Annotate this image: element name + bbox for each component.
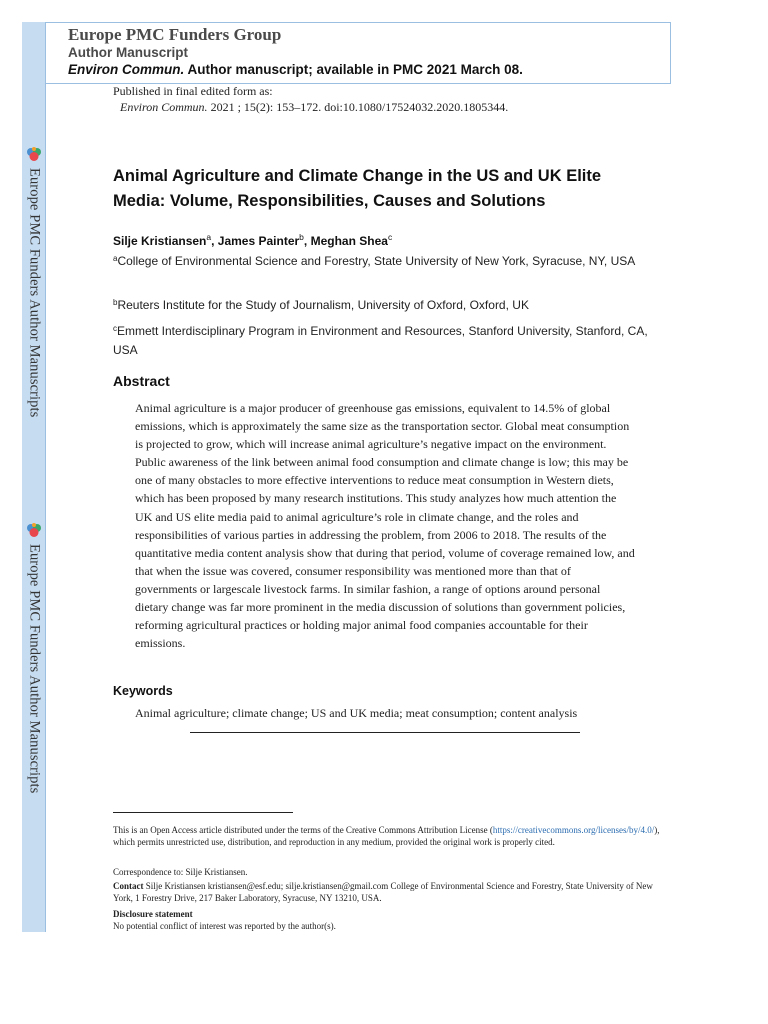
availability-text: Author manuscript; available in PMC 2021 March 08. <box>184 62 523 77</box>
author-list: Silje Kristiansen$^a$, James Painter$^b$, Meghan Shea$^c$ <box>113 232 393 248</box>
author-name: James Painter <box>217 234 300 248</box>
europe-pmc-logo-icon <box>26 146 42 162</box>
footnote-divider <box>113 812 293 813</box>
keywords-heading: Keywords <box>113 684 173 698</box>
availability-line <box>68 62 523 77</box>
article-title: Animal Agriculture and Climate Change in the US and UK Elite Media: Volume, Responsibilities, Causes and Solutions <box>113 167 602 210</box>
europe-pmc-logo-icon <box>26 522 42 538</box>
affiliation: $^b$Reuters Institute for the Study of Journalism, University of Oxford, Oxford, UK <box>113 298 529 312</box>
license-footnote: This is an Open Access article distributed under the terms of the Creative Commons Attribution License (https://creativecommons.org/licenses/by/4.0/), which permits unrestricted use, distribution, and reproduction in any medium, provided the original work is properly cited. <box>113 825 660 848</box>
citation-text: 2021 ; 15(2): 153–172. doi:10.1080/17524032.2020.1805344. <box>207 100 509 114</box>
abstract-heading: Abstract <box>113 373 170 389</box>
contact-label: Contact <box>113 881 144 891</box>
published-journal: Environ Commun. <box>120 100 208 114</box>
contact-note: Contact Silje Kristiansen kristiansen@esf.edu; silje.kristiansen@gmail.com College of Environmental Science and Forestry, State University of New York, 1 Forestry Drive, 217 Baker Laboratory, Syracuse, NY 13210, USA. <box>113 881 653 904</box>
license-link[interactable]: https://creativecommons.org/licenses/by/4.0/ <box>492 825 655 835</box>
author-affil-marker: b <box>299 232 304 242</box>
affiliation: $^c$Emmett Interdisciplinary Program in Environment and Resources, Stanford University, Stanford, CA, USA <box>113 324 648 357</box>
author-affil-marker: c <box>387 232 393 242</box>
disclosure-heading: Disclosure statement <box>113 909 193 919</box>
keywords-text: Animal agriculture; climate change; US and UK media; meat consumption; content analysis <box>135 706 578 720</box>
section-divider <box>190 732 580 733</box>
sidebar-block-top <box>22 146 46 417</box>
manuscript-header <box>46 22 671 84</box>
correspondence-note: Correspondence to: Silje Kristiansen. <box>113 867 248 877</box>
journal-abbrev: Environ Commun. <box>68 62 185 77</box>
author-manuscript-label: Author Manuscript <box>68 45 188 60</box>
published-label: Published in final edited form as: <box>113 84 273 98</box>
author-name: Meghan Shea <box>310 234 388 248</box>
affiliation: $^a$College of Environmental Science and Forestry, State University of New York, Syracuse, NY, USA <box>113 254 636 268</box>
disclosure-text: No potential conflict of interest was reported by the author(s). <box>113 921 336 931</box>
sidebar-label: Europe PMC Funders Author Manuscripts <box>26 544 43 794</box>
published-citation <box>120 100 508 115</box>
author-name: Silje Kristiansen <box>113 234 207 248</box>
sidebar-block-bottom <box>22 522 46 793</box>
funders-group-title: Europe PMC Funders Group <box>68 25 282 44</box>
abstract-text: Animal agriculture is a major producer of greenhouse gas emissions, equivalent to 14.5% of global emissions, which is approximately the same size as the transportation sector. Global meat consumption is projected to grow, which will increase animal agriculture’s negative impact on the environment. Public awareness of the link between animal food consumption and climate change is low; this may be one of many obstacles to more effective interventions to reduce meat consumption in Western diets, which has been proposed by many research institutions. This study analyzes how much attention the UK and US elite media paid to animal agriculture’s role in climate change, and the roles and responsibilities of various parties in addressing the problem, from 2006 to 2018. The results of the quantitative media content analysis show that during that period, volume of coverage remained low, and that when the issue was covered, consumer responsibility was mentioned more than that of governments or largescale livestock farms. In similar fashion, a range of options around personal dietary change was far more prominent in the media discussion of solutions than government policies, reforming agricultural practices or holding major animal food companies accountable for their emissions. <box>135 401 635 651</box>
author-affil-marker: a <box>206 232 212 242</box>
sidebar-label: Europe PMC Funders Author Manuscripts <box>26 168 43 418</box>
funders-sidebar <box>22 22 46 932</box>
